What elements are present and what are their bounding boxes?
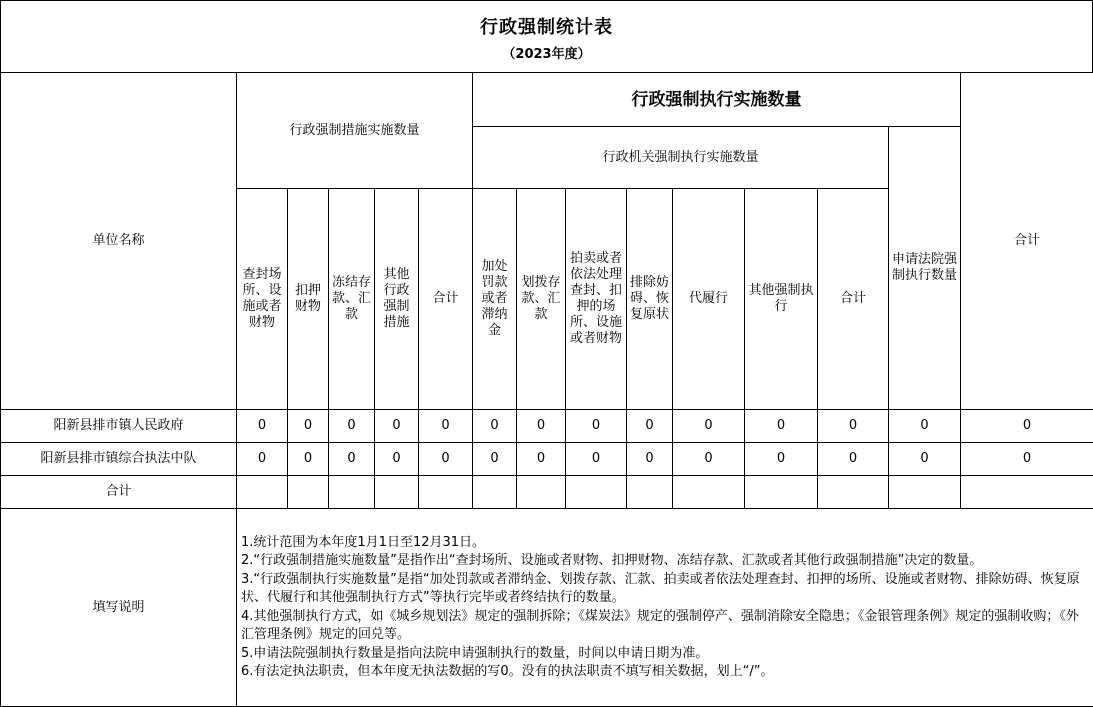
header-exec-col: 合计 — [818, 189, 889, 410]
header-court-exec: 申请法院强制执行数量 — [889, 127, 961, 410]
value-cell: 0 — [566, 443, 627, 476]
statistics-table — [0, 72, 1093, 707]
value-cell: 0 — [375, 410, 419, 443]
total-cell — [889, 476, 961, 509]
header-execution-group: 行政强制执行实施数量 — [473, 73, 961, 127]
note-item: 4.其他强制执行方式，如《城乡规划法》规定的强制拆除；《煤炭法》规定的强制停产、强制消除安全隐患；《金银管理条例》规定的强制收购；《外汇管理条例》规定的回兑等。 — [241, 608, 1079, 642]
value-cell: 0 — [745, 443, 818, 476]
header-measure-col: 合计 — [419, 189, 473, 410]
note-item: 6.有法定执法职责，但本年度无执法数据的写0。没有的执法职责不填写相关数据，划上“/”。 — [241, 664, 774, 679]
value-cell: 0 — [419, 443, 473, 476]
value-cell: 0 — [889, 443, 961, 476]
value-cell: 0 — [329, 410, 375, 443]
value-cell: 0 — [673, 410, 745, 443]
total-cell — [961, 476, 1093, 509]
report-year: （2023年度） — [502, 47, 591, 62]
value-cell: 0 — [288, 443, 329, 476]
table-row — [1, 443, 1093, 476]
value-cell: 0 — [517, 443, 566, 476]
total-row-label: 合计 — [1, 476, 237, 509]
value-cell: 0 — [818, 410, 889, 443]
value-cell: 0 — [627, 443, 673, 476]
unit-name-cell: 阳新县排市镇综合执法中队 — [1, 443, 237, 476]
header-exec-col: 拍卖或者依法处理查封、扣押的场所、设施或者财物 — [566, 189, 627, 410]
total-cell — [627, 476, 673, 509]
value-cell: 0 — [375, 443, 419, 476]
notes-label: 填写说明 — [1, 509, 237, 707]
unit-name-cell: 阳新县排市镇人民政府 — [1, 410, 237, 443]
total-cell — [566, 476, 627, 509]
total-cell — [745, 476, 818, 509]
value-cell: 0 — [419, 410, 473, 443]
value-cell: 0 — [566, 410, 627, 443]
header-exec-col: 其他强制执行 — [745, 189, 818, 410]
header-measure-col: 扣押财物 — [288, 189, 329, 410]
header-measure-col: 查封场所、设施或者财物 — [237, 189, 288, 410]
header-exec-col: 排除妨碍、恢复原状 — [627, 189, 673, 410]
value-cell: 0 — [473, 443, 517, 476]
total-cell — [473, 476, 517, 509]
total-cell — [673, 476, 745, 509]
value-cell: 0 — [329, 443, 375, 476]
value-cell: 0 — [517, 410, 566, 443]
value-cell: 0 — [288, 410, 329, 443]
total-cell — [818, 476, 889, 509]
note-item: 5.申请法院强制执行数量是指向法院申请强制执行的数量，时间以申请日期为准。 — [241, 645, 709, 661]
note-item: 2.“行政强制措施实施数量”是指作出“查封场所、设施或者财物、扣押财物、冻结存款、汇款或者其他行政强制措施”决定的数量。 — [241, 553, 983, 568]
header-exec-col: 划拨存款、汇款 — [517, 189, 566, 410]
value-cell: 0 — [889, 410, 961, 443]
header-exec-col: 加处罚款或者滞纳金 — [473, 189, 517, 410]
header-measures-group: 行政强制措施实施数量 — [237, 73, 473, 189]
value-cell: 0 — [673, 443, 745, 476]
header-unit-name: 单位名称 — [1, 73, 237, 410]
value-cell: 0 — [818, 443, 889, 476]
note-item: 1.统计范围为本年度1月1日至12月31日。 — [241, 534, 486, 550]
total-cell — [375, 476, 419, 509]
value-cell: 0 — [961, 443, 1093, 476]
value-cell: 0 — [473, 410, 517, 443]
header-measure-col: 冻结存款、汇款 — [329, 189, 375, 410]
total-cell — [288, 476, 329, 509]
value-cell: 0 — [745, 410, 818, 443]
notes-row — [1, 509, 1093, 707]
note-item: 3.“行政强制执行实施数量”是指“加处罚款或者滞纳金、划拨存款、汇款、拍卖或者依法处理查封、扣押的场所、设施或者财物、排除妨碍、恢复原状、代履行和其他强制执行方式”等执行完毕或者终结执行的数量。 — [241, 571, 1080, 605]
notes-content — [237, 509, 1093, 707]
total-cell — [419, 476, 473, 509]
header-measure-col: 其他行政强制措施 — [375, 189, 419, 410]
total-cell — [237, 476, 288, 509]
total-cell — [517, 476, 566, 509]
header-admin-exec-group: 行政机关强制执行实施数量 — [473, 127, 889, 189]
title-area — [0, 0, 1093, 72]
table-row — [1, 410, 1093, 443]
value-cell: 0 — [627, 410, 673, 443]
page-title: 行政强制统计表 — [480, 17, 613, 38]
value-cell: 0 — [237, 410, 288, 443]
value-cell: 0 — [237, 443, 288, 476]
header-grand-total: 合计 — [961, 73, 1093, 410]
total-cell — [329, 476, 375, 509]
total-row — [1, 476, 1093, 509]
value-cell: 0 — [961, 410, 1093, 443]
header-exec-col: 代履行 — [673, 189, 745, 410]
